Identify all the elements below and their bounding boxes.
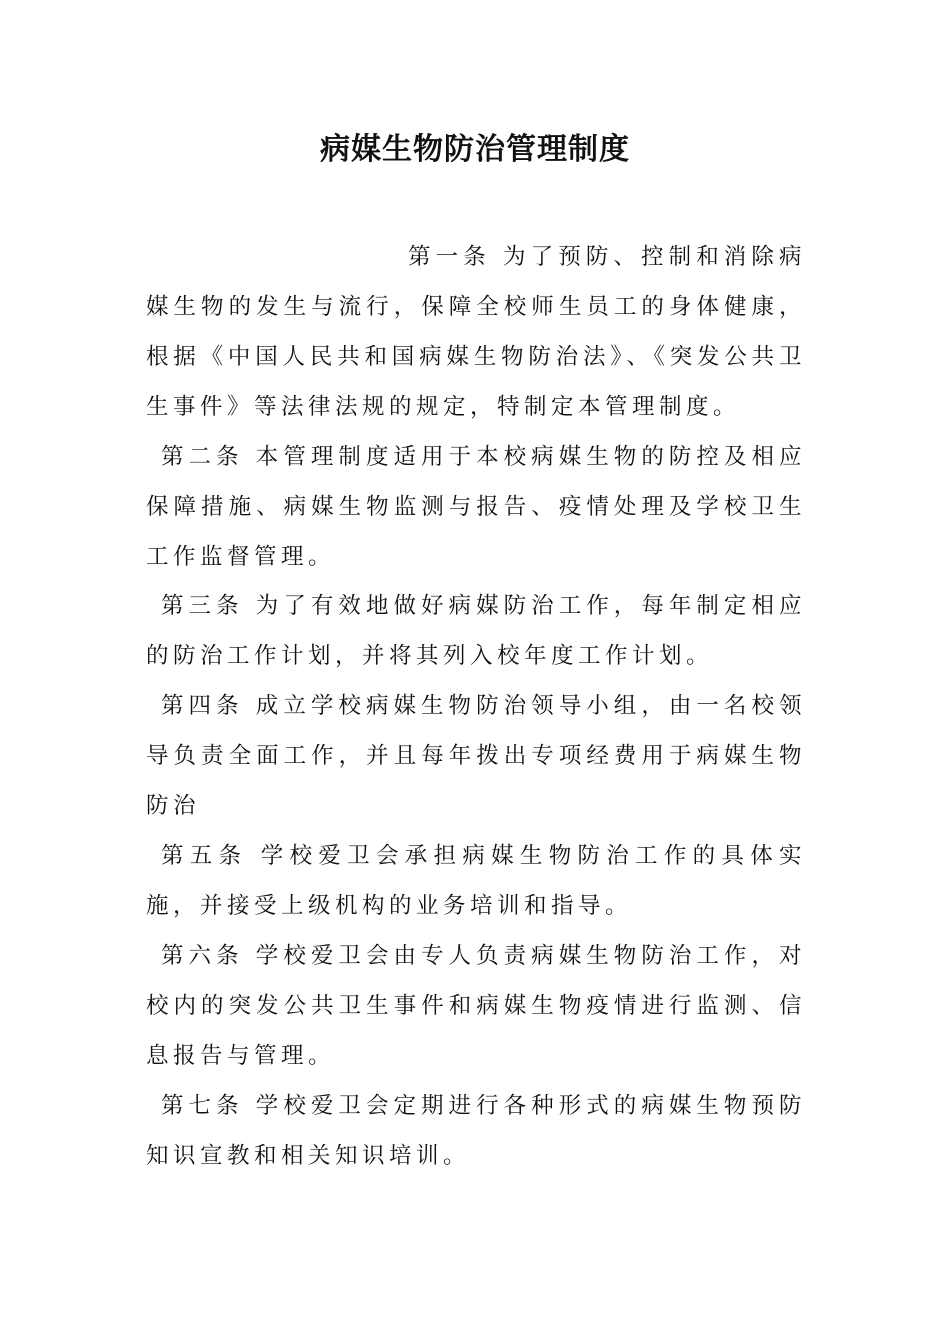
article-2: 第二条 本管理制度适用于本校病媒生物的防控及相应保障措施、病媒生物监测与报告、疫情处理及学校卫生工作监督管理。 — [146, 444, 806, 570]
article-7: 第七条 学校爱卫会定期进行各种形式的病媒生物预防知识宣教和相关知识培训。 — [146, 1093, 806, 1169]
article-4: 第四条 成立学校病媒生物防治领导小组，由一名校领导负责全面工作，并且每年拨出专项经费用于病媒生物防治 — [146, 693, 806, 819]
article-3: 第三条 为了有效地做好病媒防治工作，每年制定相应的防治工作计划，并将其列入校年度工作计划。 — [146, 593, 806, 669]
article-6: 第六条 学校爱卫会由专人负责病媒生物防治工作，对校内的突发公共卫生事件和病媒生物疫情进行监测、信息报告与管理。 — [146, 943, 806, 1069]
article-1: 第一条 为了预防、控制和消除病媒生物的发生与流行，保障全校师生员工的身体健康，根据《中国人民共和国病媒生物防治法》、《突发公共卫生事件》等法律法规的规定，特制定本管理制度。 — [146, 244, 806, 420]
document-title: 病媒生物防治管理制度 — [320, 132, 630, 167]
article-5: 第五条 学校爱卫会承担病媒生物防治工作的具体实施，并接受上级机构的业务培训和指导。 — [146, 843, 806, 919]
